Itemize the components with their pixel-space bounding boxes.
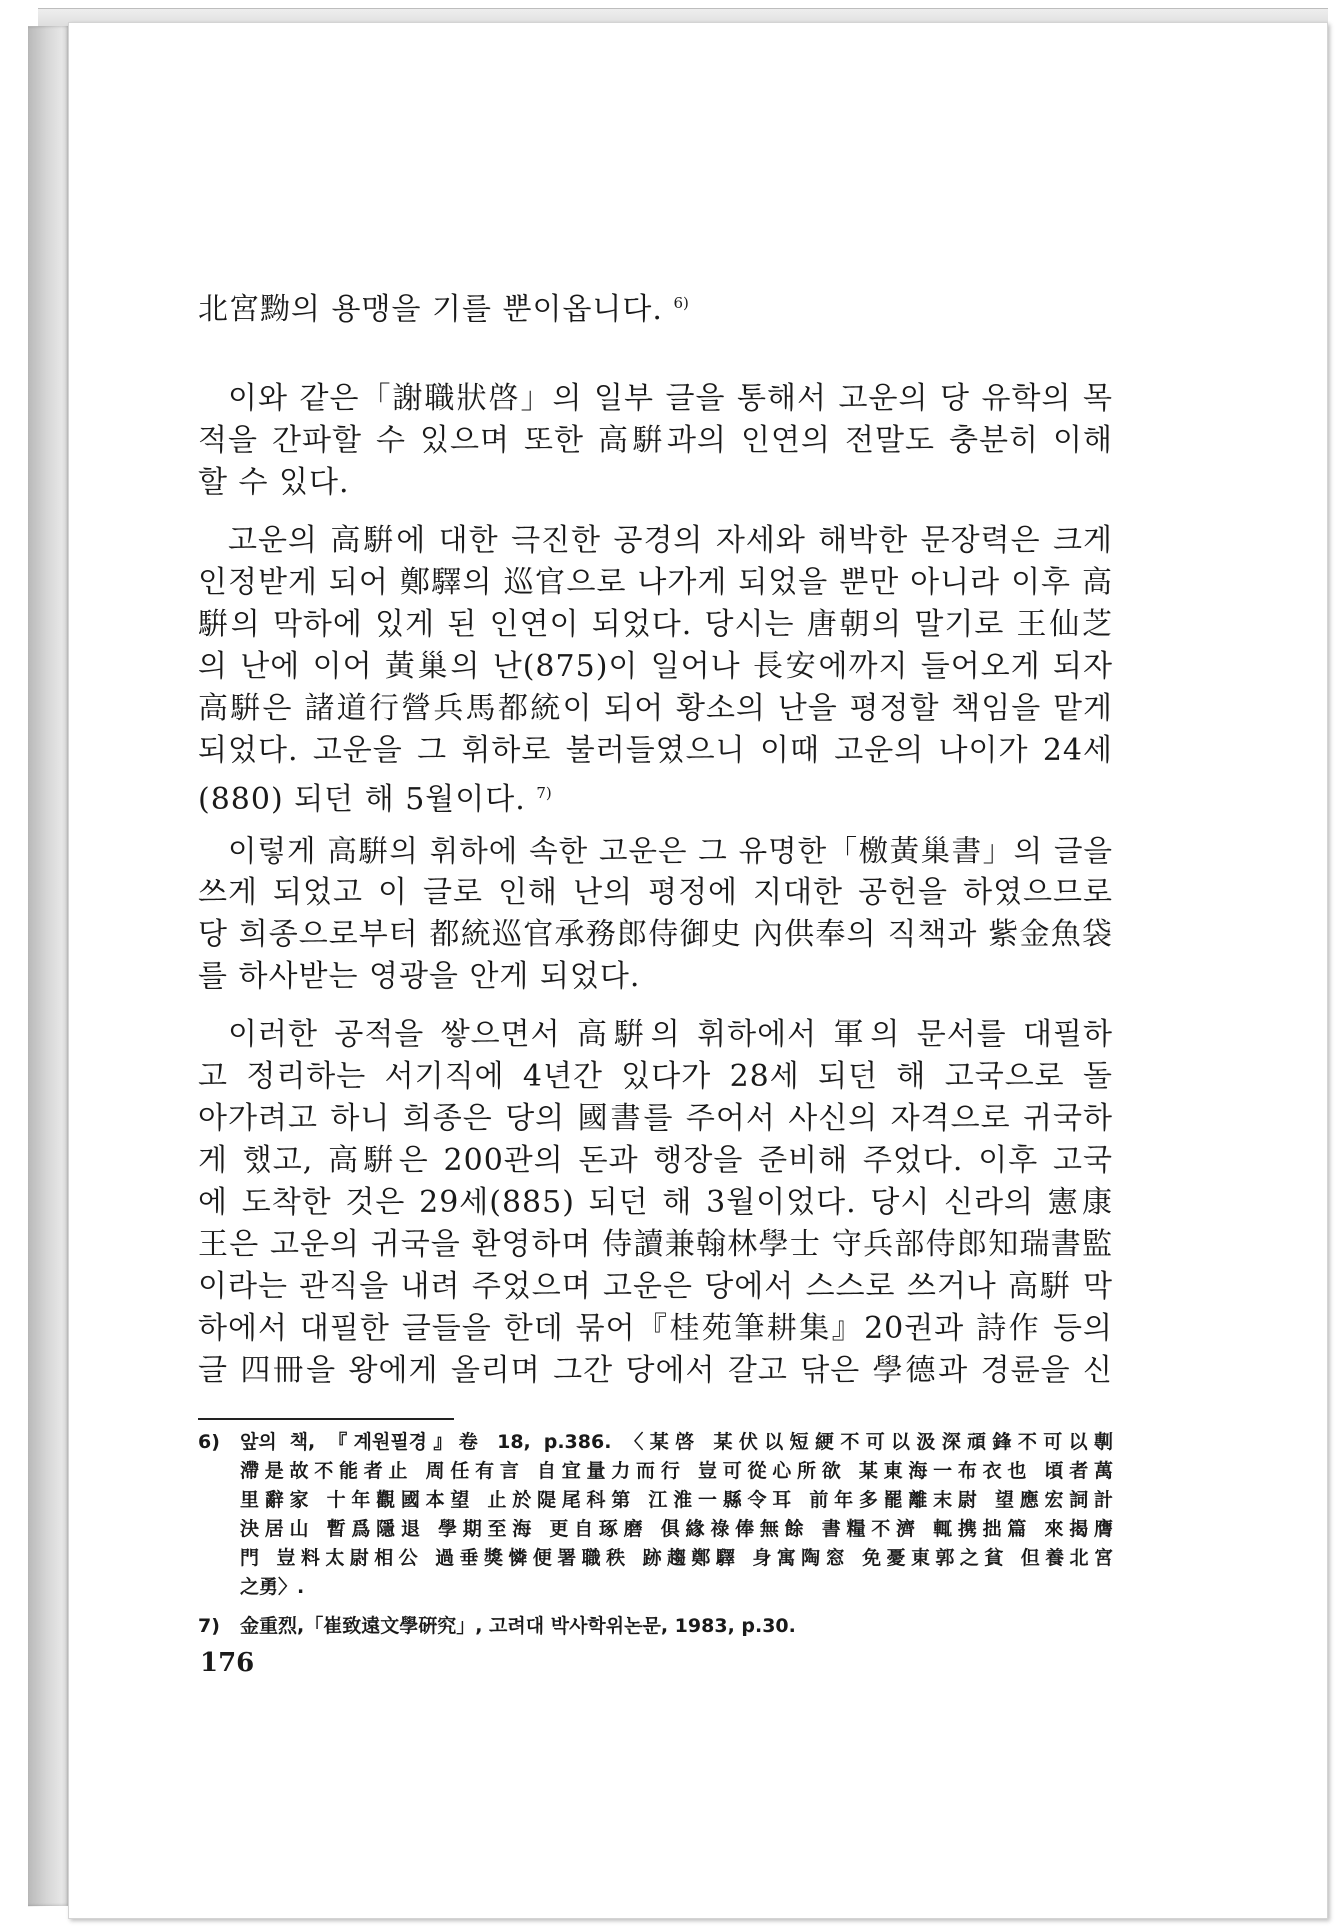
text-line: 이러한 공적을 쌓으면서 高騈의 휘하에서 軍의 문서를 대필하 xyxy=(228,1017,1113,1052)
text-line: 쓰게 되었고 이 글로 인해 난의 평정에 지대한 공헌을 하였으므로 xyxy=(198,875,1113,910)
text-line: 이라는 관직을 내려 주었으며 고운은 당에서 스스로 쓰거나 高騈 막 xyxy=(198,1269,1113,1304)
footnotes xyxy=(198,1428,1113,1641)
text-line: 王은 고운의 귀국을 환영하며 侍讀兼翰林學士 守兵部侍郎知瑞書監 xyxy=(198,1227,1113,1262)
footnote-text: 金重烈,「崔致遠文學硏究」, 고려대 박사학위논문, 1983, p.30. xyxy=(240,1615,796,1637)
text-line: 당 희종으로부터 都統巡官承務郎侍御史 內供奉의 직책과 紫金魚袋 xyxy=(198,917,1113,952)
footnote-text: 之勇〉. xyxy=(240,1576,305,1598)
footnote-number: 7) xyxy=(198,1615,220,1637)
book-spine xyxy=(28,26,70,1906)
text-line: 할 수 있다. xyxy=(198,465,350,500)
body-text xyxy=(198,282,1113,1392)
footnote-text: 門 豈料太尉相公 過垂獎憐便署職秩 跡趨鄭驛 身寓陶窓 免憂東郭之貧 但養北宮 xyxy=(240,1547,1113,1569)
footnote-number: 6) xyxy=(198,1431,220,1453)
text-line: 하에서 대필한 글들을 한데 묶어『桂苑筆耕集』20권과 詩作 등의 xyxy=(198,1311,1113,1346)
footnote-7 xyxy=(198,1612,1113,1641)
footnote-text: 里辭家 十年觀國本望 止於隄尾科第 江淮一縣令耳 前年多罷離末尉 望應宏詞計 xyxy=(240,1489,1113,1511)
footnote-6 xyxy=(198,1428,1113,1602)
footnote-ref: 6) xyxy=(673,294,689,312)
text-line: (880) 되던 해 5월이다. $^{7)}$ xyxy=(198,782,552,817)
text-line: 에 도착한 것은 29세(885) 되던 해 3월이었다. 당시 신라의 憲康 xyxy=(198,1185,1113,1220)
text-line: 글 四冊을 왕에게 올리며 그간 당에서 갈고 닦은 學德과 경륜을 신 xyxy=(198,1353,1113,1388)
text-line: 고운의 高騈에 대한 극진한 공경의 자세와 해박한 문장력은 크게 xyxy=(228,523,1113,558)
paragraph-3 xyxy=(198,830,1113,998)
paragraph-4 xyxy=(198,1014,1113,1392)
text-line: 되었다. 고운을 그 휘하로 불러들였으니 이때 고운의 나이가 24세 xyxy=(198,733,1113,768)
text-line: 의 난에 이어 黃巢의 난(875)이 일어나 長安에까지 들어오게 되자 xyxy=(198,649,1113,684)
footnote-divider xyxy=(198,1418,454,1420)
text-line: 이와 같은「謝職狀啓」의 일부 글을 통해서 고운의 당 유학의 목 xyxy=(228,381,1113,416)
text-line: 고 정리하는 서기직에 4년간 있다가 28세 되던 해 고국으로 돌 xyxy=(198,1059,1113,1094)
text-line: 北宮黝의 용맹을 기를 뿐이옵니다. $^{6)}$ xyxy=(198,292,689,327)
footnote-text: 앞의 책, 『계원필경』卷 18, p.386. 〈某啓 某伏以短綆不可以汲深頑鋒不可以剸 xyxy=(240,1431,1113,1453)
page-number: 176 xyxy=(200,1648,255,1678)
text-line: 아가려고 하니 희종은 당의 國書를 주어서 사신의 자격으로 귀국하 xyxy=(198,1101,1113,1136)
paragraph-1 xyxy=(198,378,1113,504)
text-line: 적을 간파할 수 있으며 또한 高騈과의 인연의 전말도 충분히 이해 xyxy=(198,423,1113,458)
footnote-text: 滯是故不能者止 周任有言 自宜量力而行 豈可從心所欲 某東海一布衣也 頃者萬 xyxy=(240,1460,1113,1482)
text-line: 騈의 막하에 있게 된 인연이 되었다. 당시는 唐朝의 말기로 王仙芝 xyxy=(198,607,1113,642)
footnote-text: 決居山 暫爲隱退 學期至海 更自琢磨 俱緣祿俸無餘 書糧不濟 輒携拙篇 來揭膺 xyxy=(240,1518,1113,1540)
text-line: 게 했고, 高騈은 200관의 돈과 행장을 준비해 주었다. 이후 고국 xyxy=(198,1143,1113,1178)
footnote-ref: 7) xyxy=(536,784,552,802)
text-line: 인정받게 되어 鄭驛의 巡官으로 나가게 되었을 뿐만 아니라 이후 高 xyxy=(198,565,1113,600)
paragraph-2 xyxy=(198,520,1113,817)
text-line: 를 하사받는 영광을 안게 되었다. xyxy=(198,959,641,994)
text-line: 高騈은 諸道行營兵馬都統이 되어 황소의 난을 평정할 책임을 맡게 xyxy=(198,691,1113,726)
text-line: 이렇게 高騈의 휘하에 속한 고운은 그 유명한「檄黃巢書」의 글을 xyxy=(228,834,1113,868)
